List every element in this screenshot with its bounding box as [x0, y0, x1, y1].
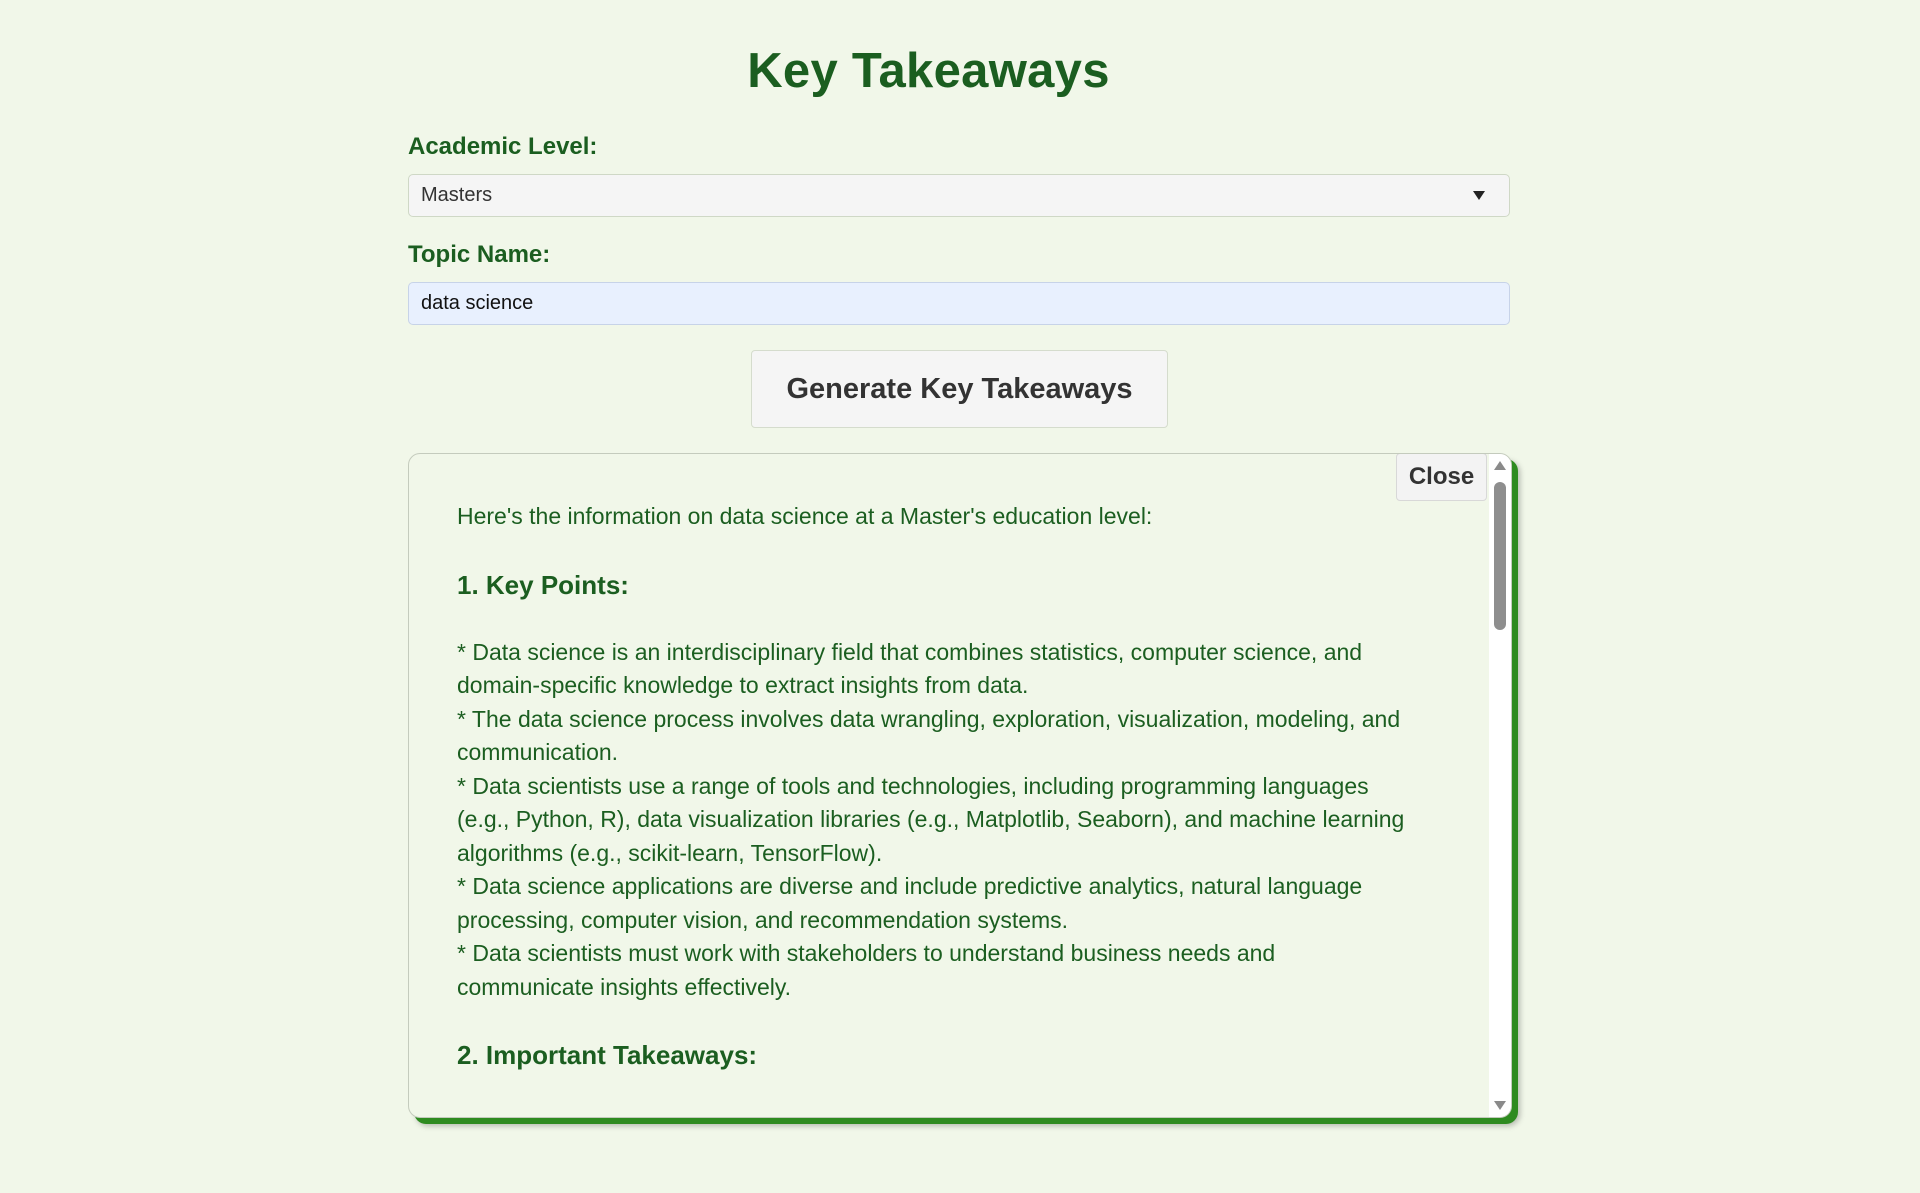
topic-name-label: Topic Name: — [408, 241, 551, 268]
topic-name-input[interactable] — [408, 282, 1510, 325]
list-item: * Data scientists must work with stakeholders to understand business needs and communicate insights effectively. — [457, 940, 1276, 1000]
list-item: * Data science applications are diverse and include predictive analytics, natural language processing, computer vision, and recommendation systems. — [457, 873, 1363, 933]
scroll-up-arrow-icon[interactable] — [1494, 461, 1506, 470]
scrollbar-thumb[interactable] — [1494, 482, 1506, 630]
list-item: * Data science is an interdisciplinary field that combines statistics, computer science, and domain-specific knowledge to extract insights from data. — [457, 638, 1363, 698]
generate-key-takeaways-button[interactable]: Generate Key Takeaways — [751, 350, 1168, 428]
list-item: * The data science process involves data wrangling, exploration, visualization, modeling, and communication. — [457, 705, 1401, 765]
result-panel[interactable] — [408, 453, 1512, 1118]
academic-level-label: Academic Level: — [408, 133, 598, 160]
academic-level-select[interactable] — [408, 174, 1510, 217]
result-intro: Here's the information on data science at a Master's education level: — [457, 503, 1153, 529]
section-important-takeaways-heading: 2. Important Takeaways: — [457, 1040, 758, 1070]
academic-level-value: Masters — [421, 184, 493, 206]
key-points-list — [457, 636, 1417, 1005]
result-content — [457, 500, 1417, 1106]
section-key-points-heading: 1. Key Points: — [457, 569, 629, 600]
result-scrollbar[interactable] — [1489, 454, 1511, 1117]
scroll-down-arrow-icon[interactable] — [1494, 1101, 1506, 1110]
list-item: * Data scientists use a range of tools and technologies, including programming languages (e.g., Python, R), data visualization libraries (e.g., Matplotlib, Seaborn), and machine learning algorithms (e.g., scikit-learn, TensorFlow). — [457, 772, 1405, 866]
page-title: Key Takeaways — [747, 44, 1110, 98]
chevron-down-icon — [1473, 191, 1485, 200]
close-button[interactable]: Close — [1396, 453, 1487, 501]
topic-name-value: data science — [421, 292, 534, 314]
